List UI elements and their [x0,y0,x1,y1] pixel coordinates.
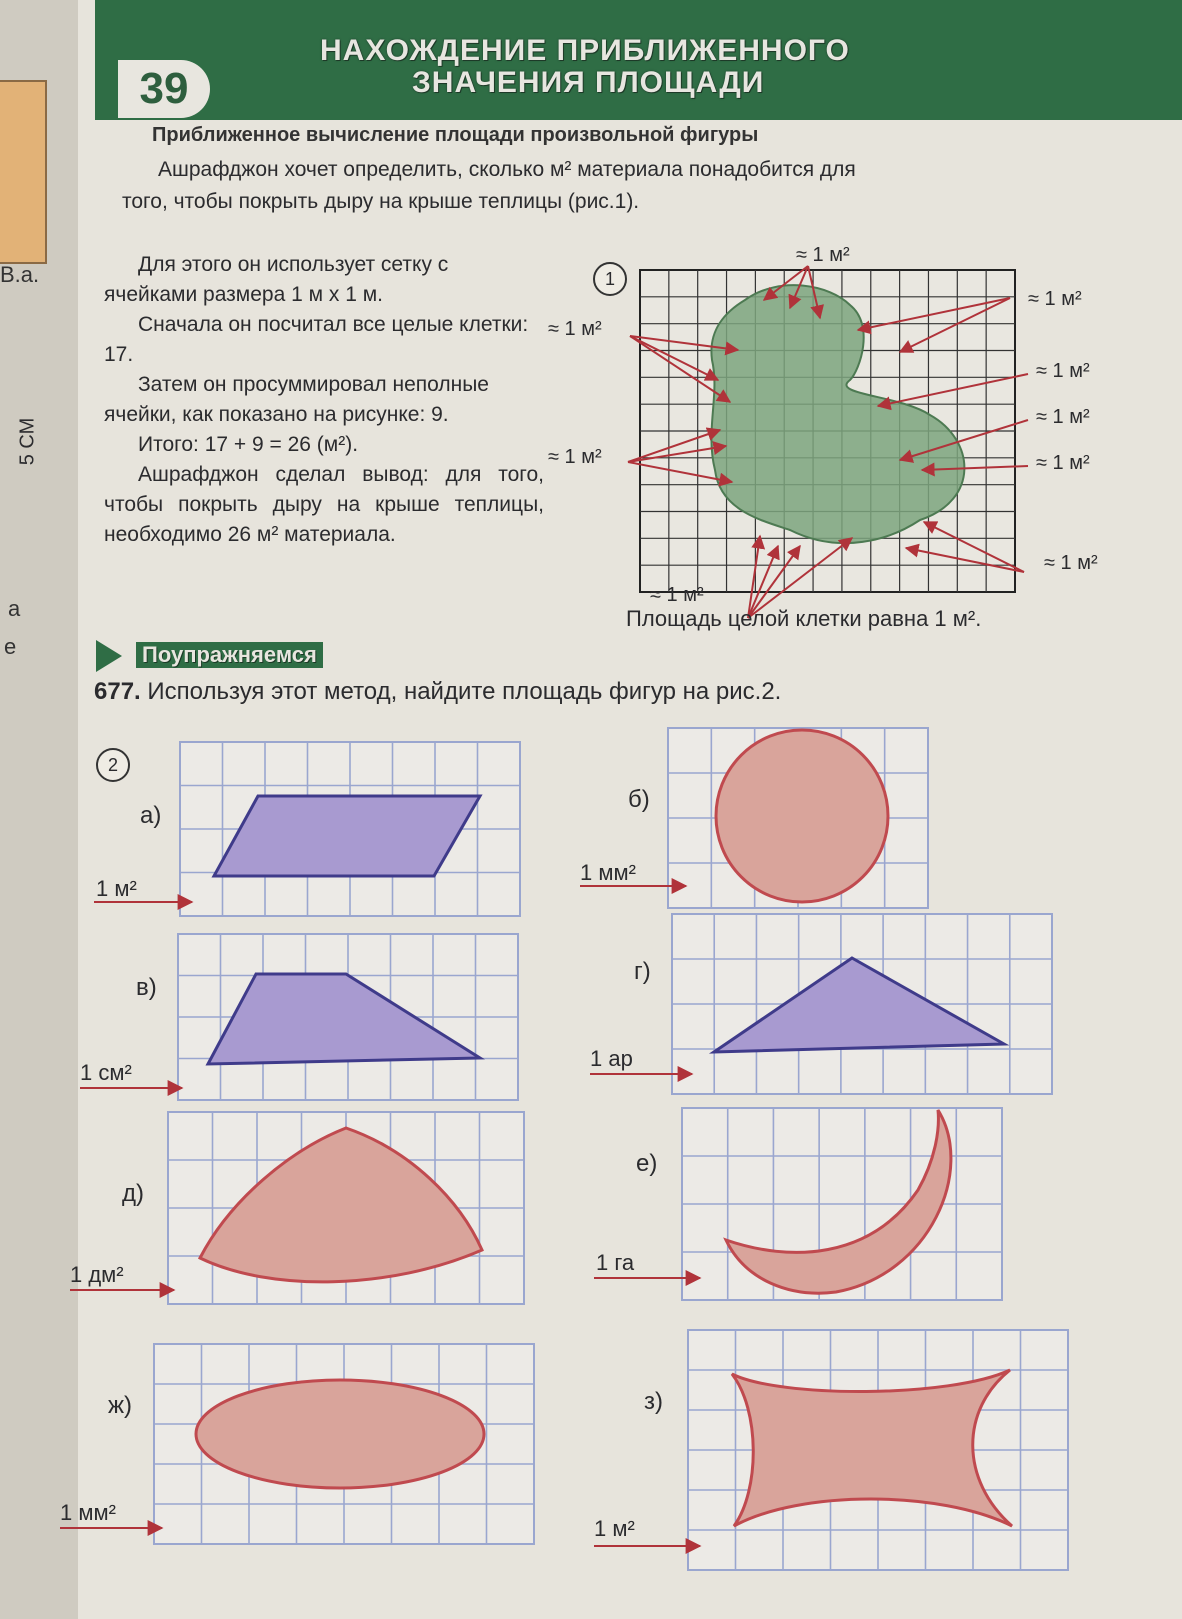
approx-label-bottom: ≈ 1 м² [650,584,704,606]
approx-label-right-3: ≈ 1 м² [1036,406,1090,428]
panel-v-unit: 1 см² [80,1060,132,1085]
panel-v-letter: в) [136,974,157,1001]
panel-g-letter: г) [634,958,651,985]
panel-z-unit: 1 м² [594,1516,635,1541]
shape-ellipse [196,1380,484,1488]
lesson-number: 39 [118,60,210,118]
panel-b-unit: 1 мм² [580,860,636,885]
left-page-fragment: е [4,634,17,659]
panel-zh-letter: ж) [108,1392,133,1419]
panel-a-letter: а) [140,802,162,829]
panel-e-letter: е) [636,1150,658,1177]
panel-d-unit: 1 дм² [70,1262,124,1287]
panel-a-unit: 1 м² [96,876,137,901]
practice-heading-text: Поупражняемся [136,642,323,668]
approx-label-right-2: ≈ 1 м² [1036,360,1090,382]
task-text: Используя этот метод, найдите площадь фигур на рис.2. [147,678,782,705]
intro-line1: Ашрафджон хочет определить, сколько м² материала понадобится для [158,158,856,181]
panel-g-unit: 1 ар [590,1046,633,1071]
panel-zh-unit: 1 мм² [60,1500,116,1525]
approx-label-right-1: ≈ 1 м² [1028,288,1082,310]
intro-line2: того, чтобы покрыть дыру на крыше теплицы (рис.1). [122,190,640,213]
left-page-rotated-label: 5 СМ [16,417,39,466]
panel-e-unit: 1 га [596,1250,635,1275]
panel-z-letter: з) [644,1388,663,1415]
approx-label-top: ≈ 1 м² [796,244,850,266]
explanation-p4: Итого: 17 + 9 = 26 (м²). [138,433,359,456]
shape-parallelogram [214,796,480,876]
approx-label-left-1: ≈ 1 м² [548,318,602,340]
chapter-title-line2: ЗНАЧЕНИЯ ПЛОЩАДИ [412,66,765,99]
explanation-p2: Сначала он посчитал все целые клетки: 17. [104,313,529,366]
figure-1-badge: 1 [593,262,627,296]
explanation-p3: Затем он просуммировал неполные ячейки, как показано на рисунке: 9. [104,373,489,426]
panel-d-letter: д) [122,1180,144,1207]
task-number: 677. [94,678,141,705]
explanation-p5: Ашрафджон сделал вывод: для того, чтобы покрыть дыру на крыше теплицы, необходимо 26 м² материала. [104,463,544,546]
figure-2-badge: 2 [96,748,130,782]
section-subtitle: Приближенное вычисление площади произвольной фигуры [152,124,759,146]
figure-1-caption: Площадь целой клетки равна 1 м². [626,606,982,631]
approx-label-left-2: ≈ 1 м² [548,446,602,468]
approx-label-right-4: ≈ 1 м² [1036,452,1090,474]
shape-circle [716,730,888,902]
chapter-title-line1: НАХОЖДЕНИЕ ПРИБЛИЖЕННОГО [320,34,850,67]
panel-b-letter: б) [628,786,650,813]
approx-label-right-5: ≈ 1 м² [1044,552,1098,574]
left-page-fragment: В.а. [0,262,40,287]
left-page-fragment: а [8,596,21,621]
explanation-p1: Для этого он использует сетку с ячейками размера 1 м х 1 м. [104,253,449,306]
